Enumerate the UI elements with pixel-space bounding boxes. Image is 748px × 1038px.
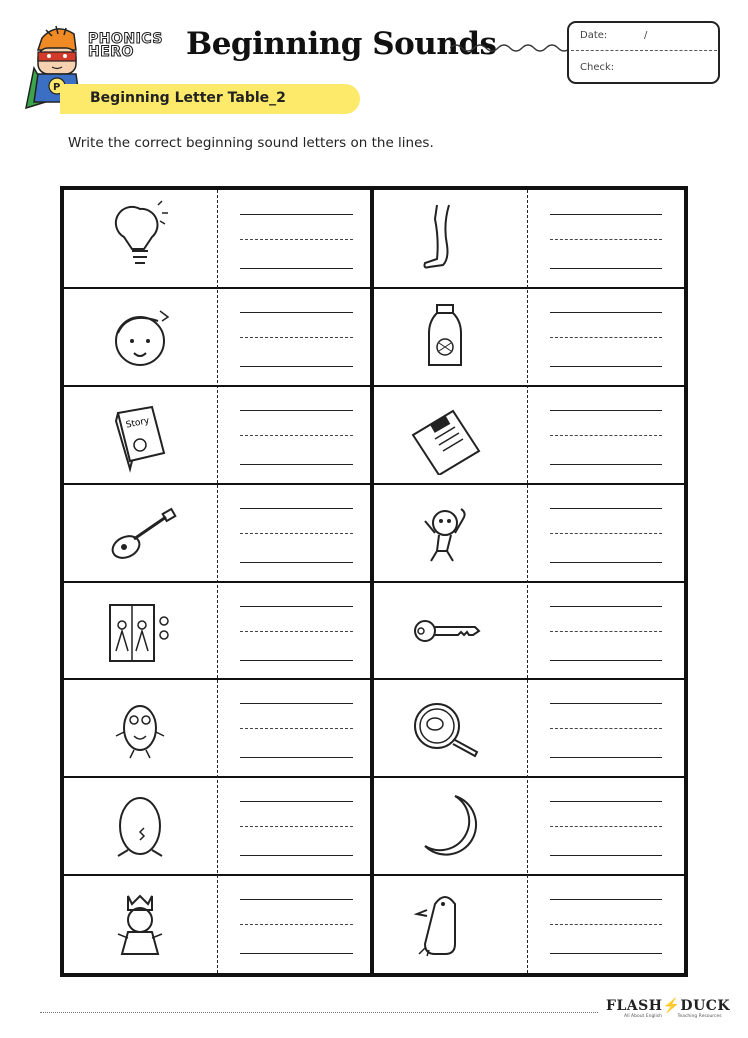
left-writing-top-line <box>240 606 353 607</box>
row-divider <box>374 385 684 387</box>
left-writing-top-line <box>240 801 353 802</box>
story-book-icon <box>100 395 180 475</box>
right-writing-mid-line <box>550 631 662 632</box>
row-divider <box>374 874 684 876</box>
egg-icon <box>100 786 180 866</box>
date-separator: / <box>644 30 648 41</box>
right-writing-mid-line <box>550 239 662 240</box>
right-writing-top-line <box>550 312 662 313</box>
leg-icon <box>405 199 485 279</box>
right-writing-mid-line <box>550 435 662 436</box>
monkey-icon <box>405 493 485 573</box>
left-writing-top-line <box>240 312 353 313</box>
right-writing-base-line[interactable] <box>550 464 662 465</box>
elevator-icon <box>100 591 180 671</box>
king-icon <box>100 884 180 964</box>
svg-text:P: P <box>53 82 61 93</box>
moon-icon <box>405 786 485 866</box>
flashduck-tagline <box>624 1014 722 1019</box>
right-writing-top-line <box>550 899 662 900</box>
left-writing-mid-line <box>240 924 353 925</box>
footer-divider <box>40 1012 598 1013</box>
frying-pan-icon <box>405 688 485 768</box>
blob-creature-icon <box>100 688 180 768</box>
right-dashed-divider <box>527 190 528 973</box>
left-writing-mid-line <box>240 239 353 240</box>
flashduck-logo <box>606 998 730 1014</box>
right-writing-base-line[interactable] <box>550 660 662 661</box>
right-writing-base-line[interactable] <box>550 953 662 954</box>
right-writing-base-line[interactable] <box>550 562 662 563</box>
left-writing-base-line[interactable] <box>240 660 353 661</box>
key-icon <box>405 591 485 671</box>
row-divider <box>374 678 684 680</box>
right-writing-base-line[interactable] <box>550 757 662 758</box>
left-writing-mid-line <box>240 631 353 632</box>
left-writing-base-line[interactable] <box>240 757 353 758</box>
bulb-icon <box>100 199 180 279</box>
penguin-icon <box>405 884 485 964</box>
tagline-right: Teaching Resources <box>677 1014 722 1019</box>
left-writing-top-line <box>240 899 353 900</box>
right-writing-top-line <box>550 508 662 509</box>
bolt-icon: ⚡ <box>662 998 681 1014</box>
right-writing-top-line <box>550 703 662 704</box>
brand-right: DUCK <box>680 998 731 1014</box>
juice-bottle-icon <box>405 297 485 377</box>
left-writing-base-line[interactable] <box>240 953 353 954</box>
page-title: Beginning Sounds <box>186 26 497 62</box>
left-writing-base-line[interactable] <box>240 562 353 563</box>
face-icon <box>100 297 180 377</box>
right-writing-top-line <box>550 606 662 607</box>
newspaper-icon <box>405 395 485 475</box>
logo-line-2: HERO <box>88 44 134 60</box>
instruction-text: Write the correct beginning sound letters on the lines. <box>68 135 434 151</box>
svg-text:Story: Story <box>125 415 151 431</box>
tagline-left: All About English <box>624 1014 662 1019</box>
left-writing-mid-line <box>240 533 353 534</box>
right-writing-top-line <box>550 214 662 215</box>
left-writing-top-line <box>240 410 353 411</box>
right-writing-mid-line <box>550 728 662 729</box>
left-writing-base-line[interactable] <box>240 366 353 367</box>
left-writing-mid-line <box>240 826 353 827</box>
date-label: Date: <box>580 30 608 41</box>
date-divider <box>571 50 717 51</box>
right-writing-top-line <box>550 410 662 411</box>
left-writing-top-line <box>240 508 353 509</box>
check-label: Check: <box>580 62 615 73</box>
guitar-icon <box>100 493 180 573</box>
left-writing-mid-line <box>240 337 353 338</box>
row-divider <box>374 287 684 289</box>
left-writing-base-line[interactable] <box>240 855 353 856</box>
brand-left: FLASH <box>606 998 663 1014</box>
left-writing-top-line <box>240 703 353 704</box>
right-writing-mid-line <box>550 826 662 827</box>
row-divider <box>374 483 684 485</box>
right-writing-base-line[interactable] <box>550 366 662 367</box>
logo-line-1: PHONICS <box>88 31 163 47</box>
right-writing-base-line[interactable] <box>550 855 662 856</box>
worksheet-subtitle: Beginning Letter Table_2 <box>90 90 286 106</box>
left-writing-mid-line <box>240 728 353 729</box>
left-writing-top-line <box>240 214 353 215</box>
right-writing-mid-line <box>550 924 662 925</box>
wave-decoration-icon <box>450 36 568 56</box>
row-divider <box>374 581 684 583</box>
logo-text <box>88 33 163 59</box>
row-divider <box>374 776 684 778</box>
right-writing-top-line <box>550 801 662 802</box>
left-writing-base-line[interactable] <box>240 268 353 269</box>
left-writing-base-line[interactable] <box>240 464 353 465</box>
right-writing-mid-line <box>550 337 662 338</box>
left-dashed-divider <box>217 190 218 973</box>
left-writing-mid-line <box>240 435 353 436</box>
right-writing-mid-line <box>550 533 662 534</box>
right-writing-base-line[interactable] <box>550 268 662 269</box>
